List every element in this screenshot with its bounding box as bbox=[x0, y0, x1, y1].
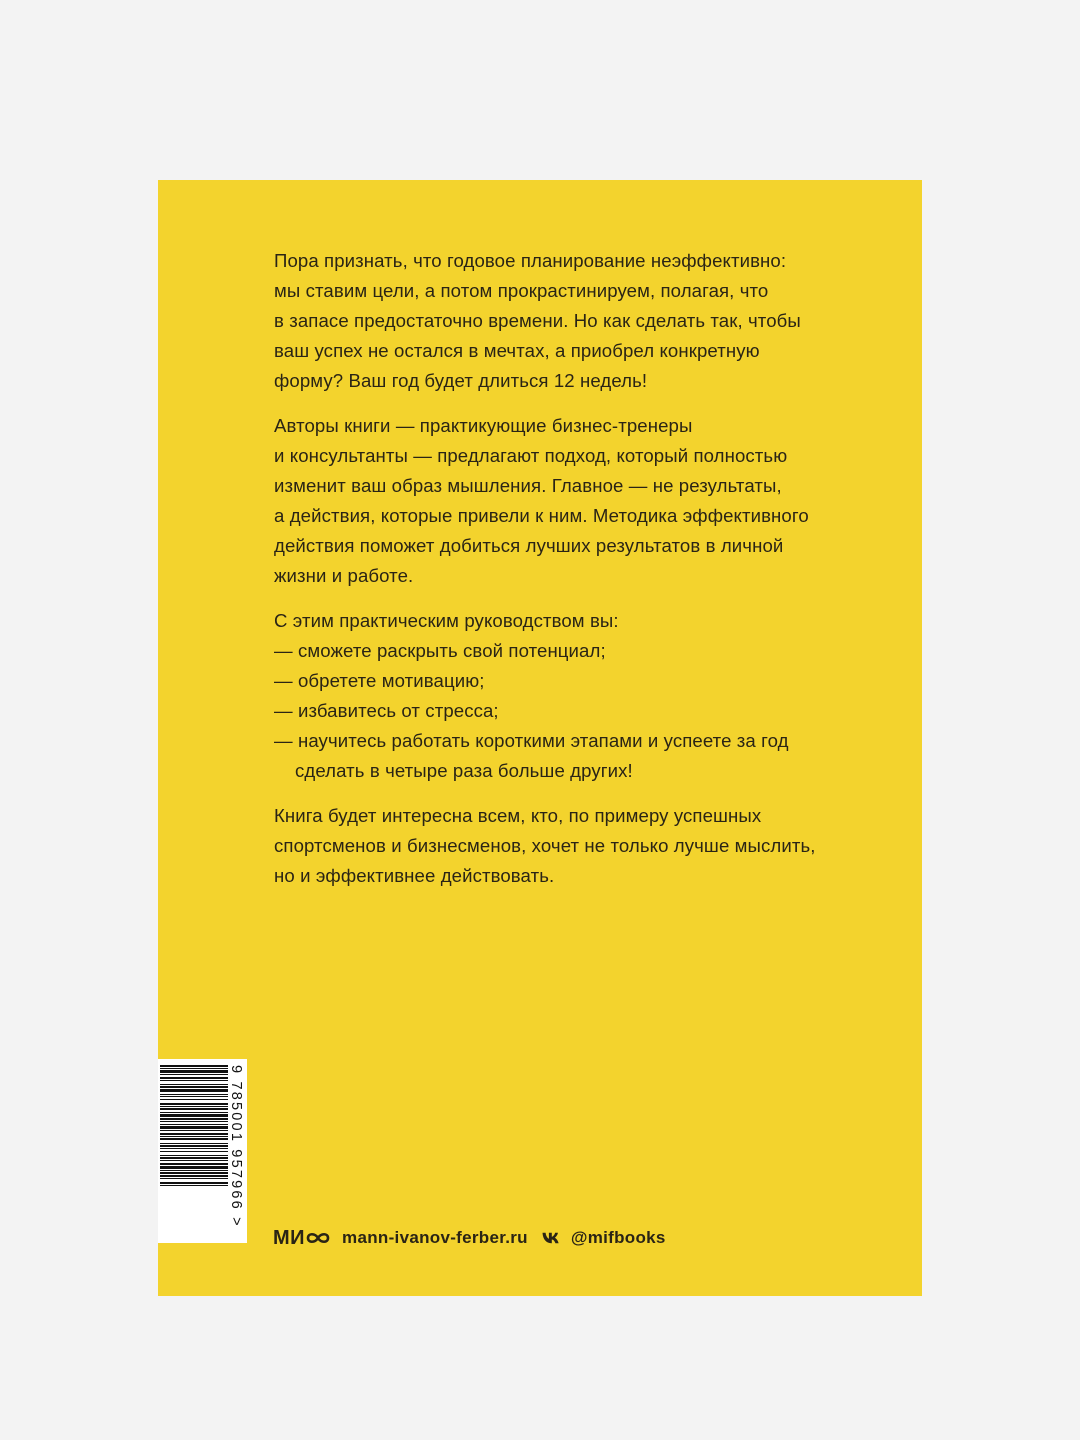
list-item-continuation: сделать в четыре раза больше других! bbox=[295, 760, 633, 781]
barcode-bar bbox=[160, 1126, 228, 1129]
barcode-bars bbox=[158, 1059, 230, 1243]
barcode-bar bbox=[160, 1130, 228, 1131]
paragraph-1 bbox=[274, 246, 854, 396]
barcode-bar bbox=[160, 1133, 228, 1135]
barcode-bar bbox=[160, 1178, 228, 1179]
barcode-bar bbox=[160, 1068, 228, 1069]
text-line: Книга будет интересна всем, кто, по примеру успешных bbox=[274, 805, 762, 826]
text-line: Авторы книги — практикующие бизнес-тренеры bbox=[274, 415, 693, 436]
barcode-bar bbox=[160, 1148, 228, 1149]
list-intro: С этим практическим руководством вы: bbox=[274, 610, 619, 631]
text-line: в запасе предостаточно времени. Но как сделать так, чтобы bbox=[274, 310, 801, 331]
barcode-bar bbox=[160, 1099, 228, 1100]
book-back-cover bbox=[158, 180, 922, 1296]
infinity-icon bbox=[306, 1230, 330, 1246]
barcode-bar bbox=[160, 1138, 228, 1140]
barcode-bar bbox=[160, 1124, 228, 1125]
barcode-bar bbox=[160, 1118, 228, 1120]
social-handle[interactable]: @mifbooks bbox=[570, 1228, 666, 1247]
text-line: но и эффективнее действовать. bbox=[274, 865, 555, 886]
barcode-bar bbox=[160, 1077, 228, 1079]
barcode-bar bbox=[160, 1185, 228, 1186]
barcode-bar bbox=[160, 1094, 228, 1095]
barcode-bar bbox=[160, 1106, 228, 1107]
barcode-bar bbox=[160, 1166, 228, 1169]
paragraph-2 bbox=[274, 411, 854, 591]
isbn-barcode bbox=[158, 1059, 247, 1243]
barcode-bar bbox=[160, 1170, 228, 1171]
barcode-bar bbox=[160, 1145, 228, 1147]
barcode-bar bbox=[160, 1103, 228, 1105]
barcode-bar bbox=[160, 1065, 228, 1067]
text-line: и консультанты — предлагают подход, который полностью bbox=[274, 445, 788, 466]
website-link[interactable]: mann-ivanov-ferber.ru bbox=[342, 1228, 528, 1247]
barcode-bar bbox=[160, 1157, 228, 1159]
text-line: действия поможет добиться лучших результатов в личной bbox=[274, 535, 784, 556]
barcode-bar bbox=[160, 1182, 228, 1184]
barcode-bar bbox=[160, 1136, 228, 1137]
barcode-bar bbox=[160, 1080, 228, 1081]
description-text bbox=[274, 246, 854, 906]
text-line: изменит ваш образ мышления. Главное — не результаты, bbox=[274, 475, 782, 496]
barcode-bar bbox=[160, 1175, 228, 1177]
barcode-bar bbox=[160, 1084, 228, 1085]
barcode-bar bbox=[160, 1070, 228, 1073]
barcode-bar bbox=[160, 1096, 228, 1097]
barcode-bar bbox=[160, 1112, 228, 1113]
barcode-bar bbox=[160, 1151, 228, 1152]
text-line: спортсменов и бизнесменов, хочет не только лучше мыслить, bbox=[274, 835, 816, 856]
barcode-bar bbox=[160, 1108, 228, 1110]
text-line: жизни и работе. bbox=[274, 565, 414, 586]
barcode-bar bbox=[160, 1155, 228, 1156]
text-line: мы ставим цели, а потом прокрастинируем, полагая, что bbox=[274, 280, 769, 301]
publisher-logo bbox=[273, 1227, 330, 1250]
barcode-bar bbox=[160, 1160, 228, 1161]
text-line: Пора признать, что годовое планирование неэффективно: bbox=[274, 250, 787, 271]
list-item: — сможете раскрыть свой потенциал; bbox=[274, 640, 606, 661]
logo-text: МИ bbox=[273, 1226, 306, 1249]
barcode-bar bbox=[160, 1114, 228, 1117]
list-item: — научитесь работать короткими этапами и успеете за год bbox=[274, 730, 789, 751]
barcode-digits: 9 785001 957966 > bbox=[228, 1065, 244, 1228]
barcode-bar bbox=[160, 1086, 228, 1088]
list-item: — обретете мотивацию; bbox=[274, 670, 485, 691]
list-item: — избавитесь от стресса; bbox=[274, 700, 499, 721]
vk-icon[interactable] bbox=[542, 1232, 562, 1244]
barcode-bar bbox=[160, 1143, 228, 1144]
publisher-footer bbox=[273, 1226, 666, 1250]
barcode-bar bbox=[160, 1172, 228, 1174]
barcode-bar bbox=[160, 1121, 228, 1122]
text-line: а действия, которые привели к ним. Методика эффективного bbox=[274, 505, 809, 526]
barcode-bar bbox=[160, 1074, 228, 1075]
barcode-bar bbox=[160, 1163, 228, 1165]
text-line: ваш успех не остался в мечтах, а приобрел конкретную bbox=[274, 340, 760, 361]
text-line: форму? Ваш год будет длиться 12 недель! bbox=[274, 370, 648, 391]
barcode-bar bbox=[160, 1089, 228, 1092]
benefits-list bbox=[274, 606, 854, 786]
paragraph-4 bbox=[274, 801, 854, 891]
